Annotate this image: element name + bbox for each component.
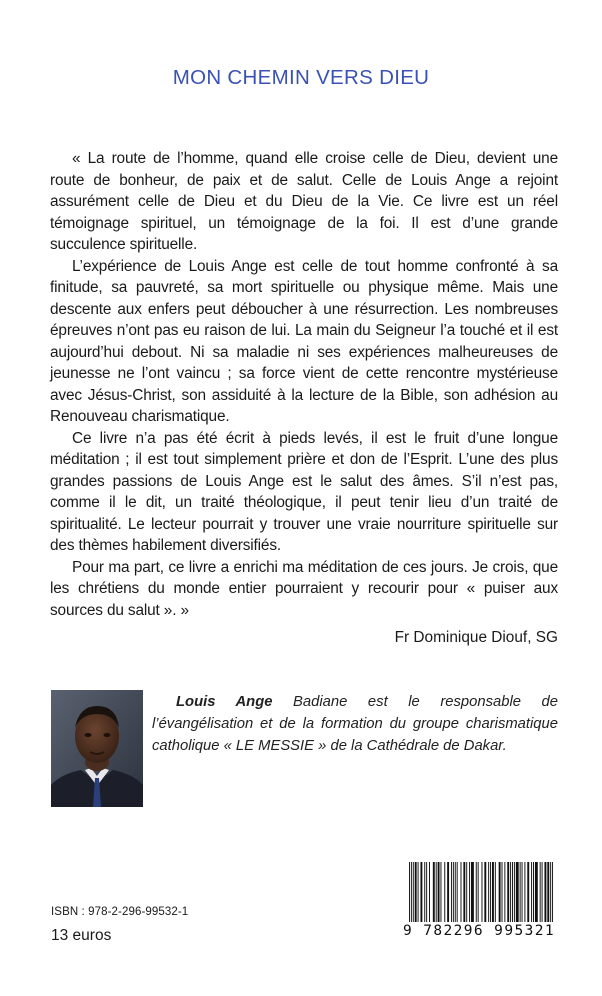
barcode-bar (522, 862, 523, 922)
barcode-bar (447, 862, 449, 922)
barcode-bar (478, 862, 479, 922)
price: 13 euros (51, 927, 112, 944)
barcode-bar (451, 862, 452, 922)
barcode-bar (440, 862, 441, 922)
book-title: MON CHEMIN VERS DIEU (172, 66, 430, 89)
paragraph-1: « La route de l’homme, quand elle croise celle de Dieu, devient une route de bonheur, de paix et de salut. Celle de Louis Ange a rejoint assurément celle de Dieu et du Dieu de la Vie. Ce livre est un réel témoignage spirituel, un témoignage de la foi. Il est d’une grande succulence spirituelle. (50, 150, 558, 253)
barcode-bar (466, 862, 467, 922)
barcode-bar (415, 862, 417, 922)
barcode-bar (507, 862, 509, 922)
barcode-bar (418, 862, 419, 922)
signature: Fr Dominique Diouf, SG (394, 629, 558, 646)
paragraph-2: L’expérience de Louis Ange est celle de tout homme confronté à sa finitude, sa pauvreté, sa mort spirituelle ou physique même. Mais une descente aux enfers peut déboucher à une résurrection. Les nombreuses épreuves n’ont pas eu raison de lui. La main du Seigneur l’a touché et il est aujourd’hui debout. Ni sa maladie ni ses expériences malheureuses de jeunesse ne l’ont vaincu ; sa force vient de cette rencontre mystérieuse avec Jésus-Christ, son assiduité à la lecture de la Bible, son adhésion au Renouveau charismatique. (50, 257, 558, 425)
barcode-bar (438, 862, 440, 922)
barcode-bar (426, 862, 427, 922)
barcode-bar (457, 862, 458, 922)
barcode-bar (482, 862, 483, 922)
isbn: ISBN : 978-2-296-99532-1 (51, 906, 189, 918)
barcode-bar (504, 862, 505, 922)
barcode (399, 862, 559, 943)
barcode-bar (409, 862, 410, 922)
barcode-bar (476, 862, 477, 922)
barcode-bar (550, 862, 551, 922)
barcode-bar (542, 862, 543, 922)
barcode-bar (471, 862, 474, 922)
barcode-bar (453, 862, 454, 922)
barcode-bar (527, 862, 529, 922)
barcode-bar (461, 862, 462, 922)
paragraph-3: Ce livre n’a pas été écrit à pieds levés, il est le fruit d’une longue méditation ; il est tout simplement prière et don de l’Esprit. L’une des plus grandes passions de Louis Ange est le salut des âmes. S’il n’est pas, comme il le dit, un traité théologique, il peut tenir lieu d’un traité de spiritualité. Le lecteur pourrait y trouver une vraie nourriture spirituelle sur des thèmes habilement diversifiés. (50, 429, 558, 554)
barcode-bar (495, 862, 496, 922)
barcode-bar (520, 862, 521, 922)
barcode-bar (492, 862, 494, 922)
author-bio (152, 691, 558, 757)
author-photo (51, 690, 143, 807)
barcode-bar (463, 862, 465, 922)
barcode-bar (502, 862, 503, 922)
barcode-bar (433, 862, 435, 922)
barcode-bar (455, 862, 456, 922)
barcode-bar (514, 862, 515, 922)
barcode-bar (469, 862, 470, 922)
barcode-bar (499, 862, 501, 922)
barcode-bar (424, 862, 425, 922)
author-name: Louis Ange (176, 694, 273, 710)
barcode-bar (429, 862, 430, 922)
barcode-bar (411, 862, 412, 922)
barcode-bars (399, 862, 559, 924)
barcode-bar (544, 862, 546, 922)
back-cover-text (50, 148, 558, 621)
barcode-bar (540, 862, 541, 922)
barcode-digits: 9 782296 995321 (403, 923, 555, 939)
author-bio-text: Badiane est le responsable de l’évangélisation et de la formation du groupe charismatique catholique « LE MESSIE » de la Cathédrale de Dakar. (152, 694, 558, 754)
barcode-bar (524, 862, 525, 922)
barcode-bar (436, 862, 437, 922)
barcode-bar (516, 862, 519, 922)
barcode-bar (510, 862, 511, 922)
barcode-bar (420, 862, 422, 922)
barcode-bar (512, 862, 513, 922)
barcode-bar (547, 862, 549, 922)
barcode-bar (490, 862, 491, 922)
paragraph-4: Pour ma part, ce livre a enrichi ma méditation de ces jours. Je crois, que les chrétiens du monde entier pourraient y recourir pour « puiser aux sources du salut ». » (50, 558, 558, 619)
barcode-bar (413, 862, 414, 922)
barcode-bar (444, 862, 445, 922)
barcode-bar (535, 862, 538, 922)
barcode-bar (484, 862, 486, 922)
portrait-image (51, 690, 143, 807)
barcode-bar (488, 862, 489, 922)
barcode-bar (531, 862, 532, 922)
barcode-bar (533, 862, 534, 922)
barcode-bar (552, 862, 553, 922)
